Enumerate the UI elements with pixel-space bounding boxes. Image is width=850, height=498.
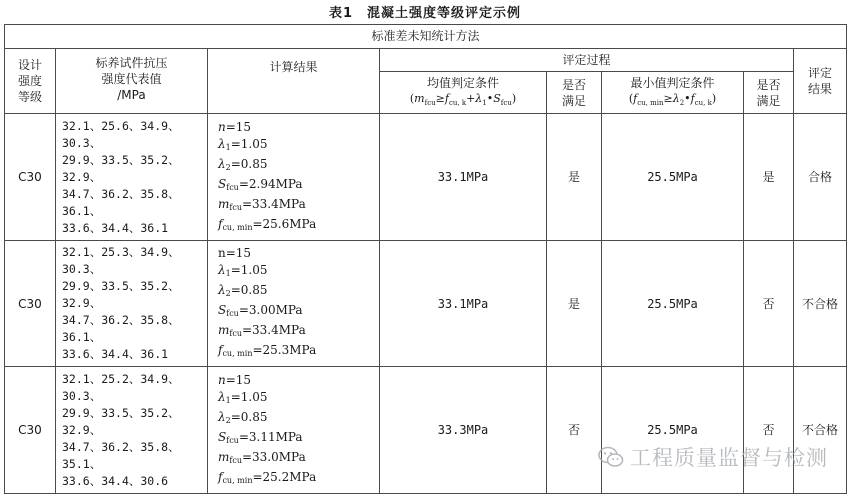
cell-grade: C30 [5,114,56,241]
table-title: 表1 混凝土强度等级评定示例 [328,6,522,21]
header-min-satisfied: 是否 满足 [744,72,794,114]
wechat-icon [598,446,624,468]
mean-condition-formula: $(m_{fcu}\ge f_{cu, k}+\lambda_1•S_{fcu})$ [409,91,517,107]
mean-condition-label: 均值判定条件 [426,75,499,90]
cell-calc: n=15 $\lambda_1=1.05$ $\lambda_2=0.85$ $S_{fcu}=2.94MPa$ $m_{fcu}=33.4MPa$ $f_{cu, min}=25.6MPa$ [208,114,380,241]
method-row: 标准差未知统计方法 [5,25,847,49]
watermark [598,442,828,472]
cell-min-ok: 否 [744,240,794,367]
header-result: 评定 结果 [794,48,847,114]
cell-mean-ok: 是 [547,114,602,241]
cell-mean-value: 33.1MPa [380,240,547,367]
cell-min-value: 25.5MPa [602,367,744,494]
cell-min-ok: 是 [744,114,794,241]
table-row [5,114,847,241]
cell-min-value: 25.5MPa [602,114,744,241]
header-process: 评定过程 [380,48,794,72]
evaluation-table [4,24,847,494]
table-row [5,240,847,367]
header-grade: 设计 强度 等级 [5,48,56,114]
cell-mean-ok: 否 [547,367,602,494]
header-mean-satisfied: 是否 满足 [547,72,602,114]
cell-grade: C30 [5,367,56,494]
min-condition-formula: $(f_{cu, min}\ge\lambda_2•f_{cu, k})$ [628,91,717,107]
cell-result: 合格 [794,114,847,241]
header-calc: 计算结果 [208,48,380,114]
cell-min-ok: 否 [744,367,794,494]
cell-values: 32.1、25.2、34.9、30.3、 29.9、33.5、35.2、32.9、 34.7、36.2、35.8、35.1、 33.6、34.4、30.6 [56,367,208,494]
cell-values: 32.1、25.3、34.9、30.3、 29.9、33.5、35.2、32.9、 34.7、36.2、35.8、36.1、 33.6、34.4、36.1 [56,240,208,367]
min-condition-label: 最小值判定条件 [630,75,715,90]
cell-calc: n=15 $\lambda_1=1.05$ $\lambda_2=0.85$ $S_{fcu}=3.00MPa$ $m_{fcu}=33.4MPa$ $f_{cu, min}=25.3MPa$ [208,240,380,367]
cell-calc: n=15 $\lambda_1=1.05$ $\lambda_2=0.85$ $S_{fcu}=3.11MPa$ $m_{fcu}=33.0MPa$ $f_{cu, min}=25.2MPa$ [208,367,380,494]
cell-mean-value: 33.1MPa [380,114,547,241]
watermark-text: 工程质量监督与检测 [630,446,828,470]
cell-result: 不合格 [794,367,847,494]
cell-grade: C30 [5,240,56,367]
cell-min-value: 25.5MPa [602,240,744,367]
table-row [5,367,847,494]
cell-mean-ok: 是 [547,240,602,367]
header-values: 标养试件抗压 强度代表值 /MPa [56,48,208,114]
header-min-condition [602,72,744,114]
cell-values: 32.1、25.6、34.9、30.3、 29.9、33.5、35.2、32.9、 34.7、36.2、35.8、36.1、 33.6、34.4、36.1 [56,114,208,241]
cell-result: 不合格 [794,240,847,367]
cell-mean-value: 33.3MPa [380,367,547,494]
header-mean-condition [380,72,547,114]
